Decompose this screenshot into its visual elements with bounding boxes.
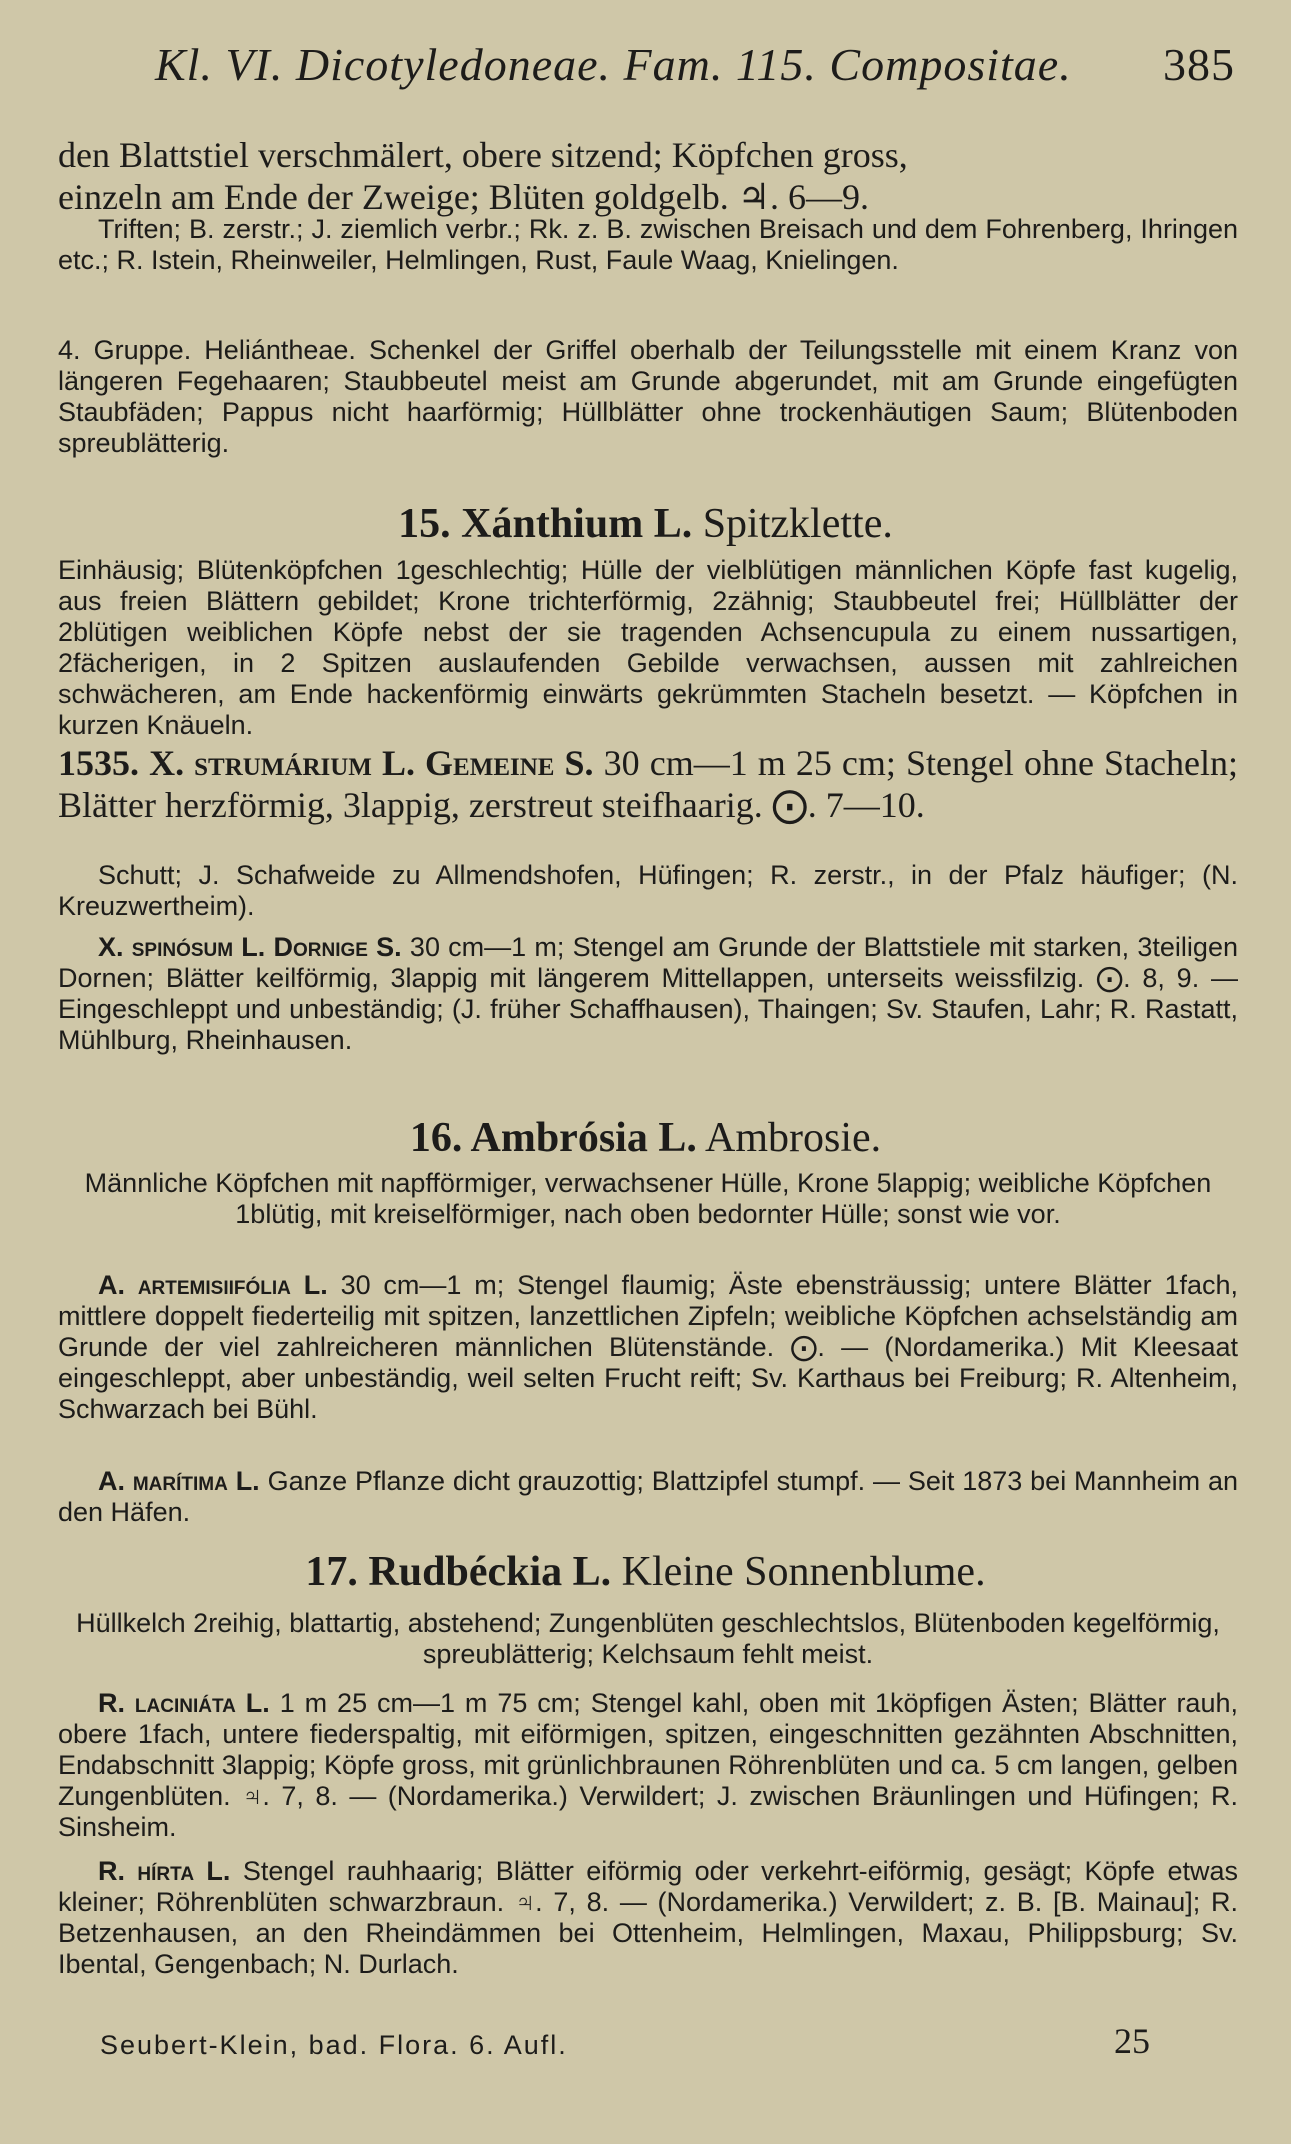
species-laciniata — [58, 1688, 1238, 1843]
genus-17-common: Kleine Sonnenblume. — [621, 1549, 986, 1595]
genus-15-name: 15. Xánthium L. — [398, 501, 693, 547]
species-spinosum-name: X. spinósum L. Dornige S. — [98, 932, 402, 962]
species-artemisiifolia — [58, 1270, 1238, 1425]
genus-16-description: Männliche Köpfchen mit napfförmiger, verwachsener Hülle, Krone 5lappig; weibliche Köpfchen 1blütig, mit kreiselförmiger, nach oben bedornter Hülle; sonst wie vor. — [84, 1168, 1212, 1229]
species-maritima-text: Ganze Pflanze dicht grauzottig; Blattzipfel stumpf. — Seit 1873 bei Mannheim an den Häfen. — [58, 1466, 1238, 1527]
genus-15-common: Spitzklette. — [702, 501, 893, 547]
species-laciniata-name: R. laciniáta L. — [98, 1688, 270, 1718]
page-number: 385 — [1163, 39, 1235, 90]
species-hirta-text: Stengel rauhhaarig; Blätter eiförmig oder verkehrt-eiförmig, gesägt; Köpfe etwas kleiner; Röhrenblüten schwarzbraun. ♃. 7, 8. — (Nordamerika.) Verwildert; z. B. [B. Mainau]; R. Betzenhausen, an den Rheindämmen bei Ottenheim, Helmlingen, Maxau, Philippsburg; Sv. Ibental, Gengenbach; N. Durlach. — [58, 1856, 1238, 1979]
cont-localities: Triften; B. zerstr.; J. ziemlich verbr.; Rk. z. B. zwischen Breisach und dem Fohrenberg, Ihringen etc.; R. Istein, Rheinweiler, Helmlingen, Rust, Faule Waag, Knielingen. — [58, 214, 1238, 275]
cont-line-2: einzeln am Ende der Zweige; Blüten goldgelb. ♃. 6—9. — [58, 177, 870, 217]
cont-line-1: den Blattstiel verschmälert, obere sitzend; Köpfchen gross, — [58, 135, 908, 175]
species-hirta-name: R. hírta L. — [98, 1856, 231, 1886]
genus-17-heading — [0, 1548, 1291, 1596]
footer-source: Seubert-Klein, bad. Flora. 6. Aufl. — [100, 2030, 568, 2060]
species-spinosum-text: 30 cm—1 m; Stengel am Grunde der Blattstiele mit starken, 3teiligen Dornen; Blätter keilförmig, 3lappig mit längerem Mittellappen, unterseits weissfilzig. ⨀. 8, 9. — Eingeschleppt und unbeständig; (J. früher Schaffhausen), Thaingen; Sv. Staufen, Lahr; R. Rastatt, Mühlburg, Rheinhausen. — [58, 932, 1238, 1055]
species-maritima — [58, 1466, 1238, 1528]
genus-16-name: 16. Ambrósia L. — [409, 1115, 697, 1161]
running-title: Kl. VI. Dicotyledoneae. Fam. 115. Compositae. — [155, 39, 1072, 90]
species-spinosum — [58, 932, 1238, 1056]
species-1535 — [58, 742, 1238, 826]
genus-17-description: Hüllkelch 2reihig, blattartig, abstehend; Zungenblüten geschlechtslos, Blütenboden kegelförmig, spreublätterig; Kelchsaum fehlt meist. — [76, 1608, 1220, 1669]
genus-15-description: Einhäusig; Blütenköpfchen 1geschlechtig; Hülle der vielblütigen männlichen Köpfe fast kugelig, aus freien Blättern gebildet; Krone trichterförmig, 2zähnig; Staubbeutel frei; Hüllblätter der 2blütigen weiblichen Köpfe nebst der sie tragenden Achsencupula zu einem nussartigen, 2fächerigen, in 2 Spitzen auslaufenden Gebilde verwachsen, aussen mit zahlreichen schwächeren, am Ende hackenförmig einwärts gekrümmten Stacheln besetzt. — Köpfchen in kurzen Knäueln. — [58, 555, 1238, 740]
continued-description — [58, 134, 1238, 218]
species-maritima-name: A. marítima L. — [98, 1466, 260, 1496]
running-header — [155, 38, 1235, 91]
species-hirta — [58, 1856, 1238, 1980]
genus-15-heading — [0, 500, 1291, 548]
species-1535-localities: Schutt; J. Schafweide zu Allmendshofen, Hüfingen; R. zerstr., in der Pfalz häufiger; (N. Kreuzwertheim). — [58, 860, 1238, 921]
genus-16-heading — [0, 1114, 1291, 1162]
species-artemisiifolia-text: 30 cm—1 m; Stengel flaumig; Äste ebensträussig; untere Blätter 1fach, mittlere doppelt fiederteilig mit spitzen, lanzettlichen Zipfeln; weibliche Köpfchen achselständig am Grunde der viel zahlreicheren männlichen Blütenstände. ⨀. — (Nordamerika.) Mit Kleesaat eingeschleppt, aber unbeständig, weil selten Frucht reift; Sv. Karthaus bei Freiburg; R. Altenheim, Schwarzach bei Bühl. — [58, 1270, 1238, 1424]
species-artemisiifolia-name: A. artemisiifólia L. — [98, 1270, 328, 1300]
signature-mark: 25 — [1114, 2021, 1150, 2061]
species-1535-text: 30 cm—1 m 25 cm; Stengel ohne Stacheln; Blätter herzförmig, 3lappig, zerstreut steifhaarig. ⨀. 7—10. — [58, 743, 1239, 825]
group-4-description: 4. Gruppe. Heliántheae. Schenkel der Griffel oberhalb der Teilungsstelle mit einem Kranz von längeren Fegehaaren; Staubbeutel meist am Grunde abgerundet, mit am Grunde eingefügten Staubfäden; Pappus nicht haarförmig; Hüllblätter ohne trockenhäutigen Saum; Blütenboden spreublätterig. — [58, 335, 1238, 458]
species-1535-name: 1535. X. strumárium L. Gemeine S. — [58, 743, 594, 783]
species-laciniata-text: 1 m 25 cm—1 m 75 cm; Stengel kahl, oben mit 1köpfigen Ästen; Blätter rauh, obere 1fach, untere fiederspaltig, mit eiförmigen, spitzen, eingeschnitten gezähnten Abschnitten, Endabschnitt 3lappig; Köpfe gross, mit grünlichbraunen Röhrenblüten und ca. 5 cm langen, gelben Zungenblüten. ♃. 7, 8. — (Nordamerika.) Verwildert; J. zwischen Bräunlingen und Hüfingen; R. Sinsheim. — [58, 1688, 1238, 1842]
genus-16-common: Ambrosie. — [705, 1115, 882, 1161]
genus-17-name: 17. Rudbéckia L. — [305, 1549, 612, 1595]
